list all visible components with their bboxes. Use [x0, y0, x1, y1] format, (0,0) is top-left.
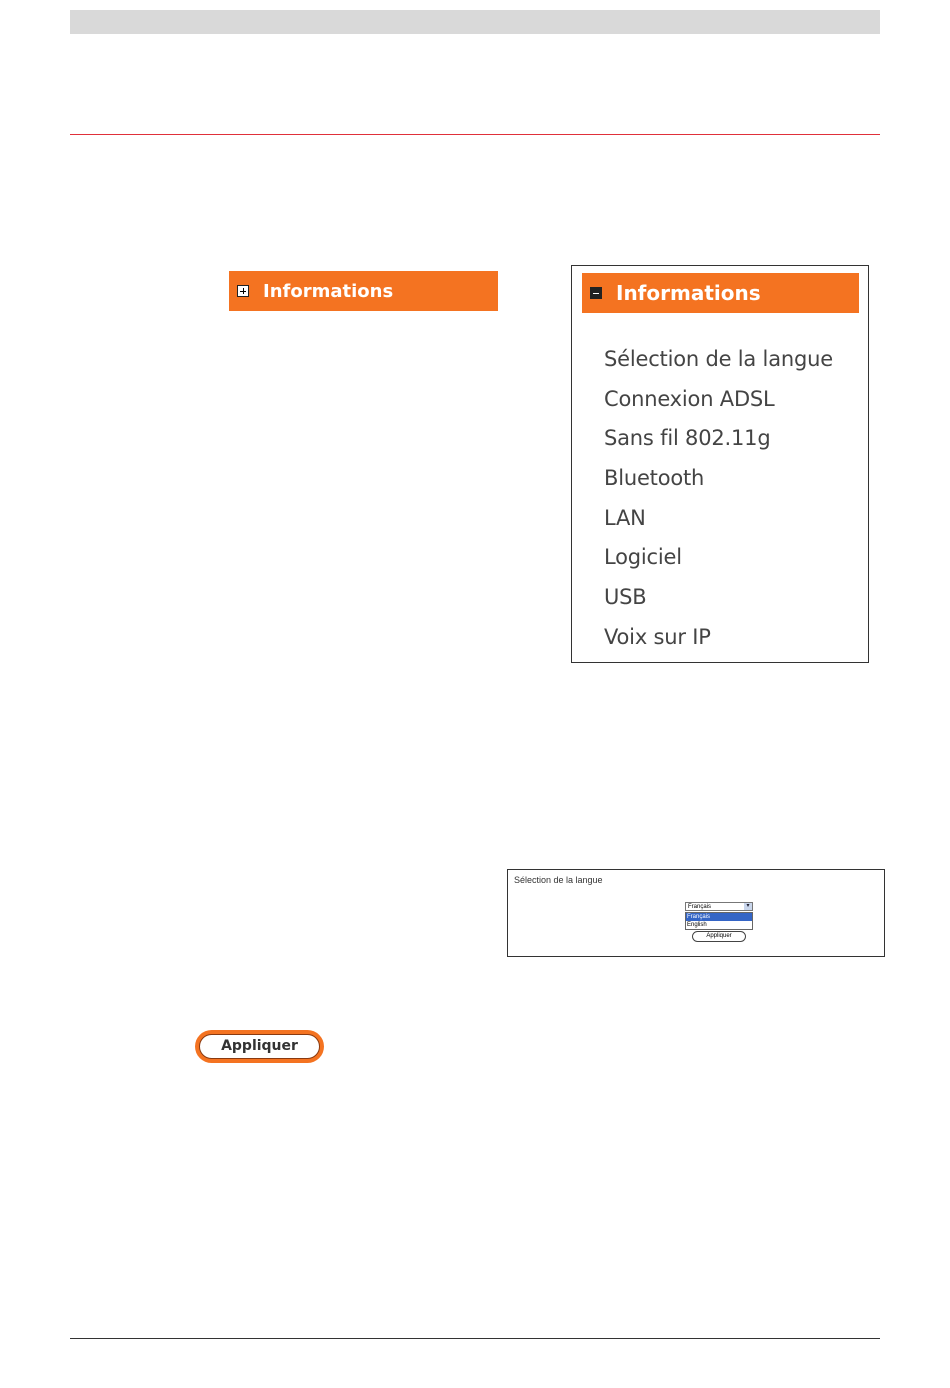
language-dropdown[interactable] [685, 912, 753, 930]
option-francais[interactable]: Français [686, 913, 752, 921]
informations-menu-collapsed[interactable] [229, 271, 498, 311]
language-selection-panel [507, 869, 885, 957]
chevron-down-icon[interactable]: ▾ [744, 903, 752, 910]
submenu-item-langue[interactable]: Sélection de la langue [604, 347, 833, 371]
language-select[interactable] [685, 902, 753, 911]
informations-submenu [604, 340, 833, 658]
submenu-item-bluetooth[interactable]: Bluetooth [604, 466, 705, 491]
submenu-item-logiciel[interactable]: Logiciel [604, 545, 682, 570]
plus-box-icon[interactable] [237, 285, 249, 297]
minus-box-icon[interactable] [590, 287, 602, 299]
header-divider [70, 134, 880, 135]
submenu-item-adsl[interactable]: Connexion ADSL [604, 386, 775, 411]
submenu-item-voip[interactable]: Voix sur IP [604, 624, 711, 649]
panel-apply-button[interactable]: Appliquer [692, 931, 746, 942]
submenu-item-usb[interactable]: USB [604, 585, 647, 610]
select-value: Français [688, 904, 712, 910]
apply-button[interactable] [195, 1030, 324, 1063]
option-english[interactable]: English [687, 922, 707, 928]
footer-divider [70, 1338, 880, 1339]
menu-title: Informations [263, 280, 394, 302]
apply-button-label: Appliquer [199, 1034, 320, 1059]
submenu-item-wireless[interactable]: Sans fil 802.11g [604, 426, 771, 451]
panel-title: Sélection de la langue [514, 875, 603, 885]
informations-menu-expanded[interactable] [582, 273, 859, 313]
submenu-item-lan[interactable]: LAN [604, 505, 646, 530]
menu-title: Informations [616, 281, 761, 305]
header-bar [70, 10, 880, 34]
